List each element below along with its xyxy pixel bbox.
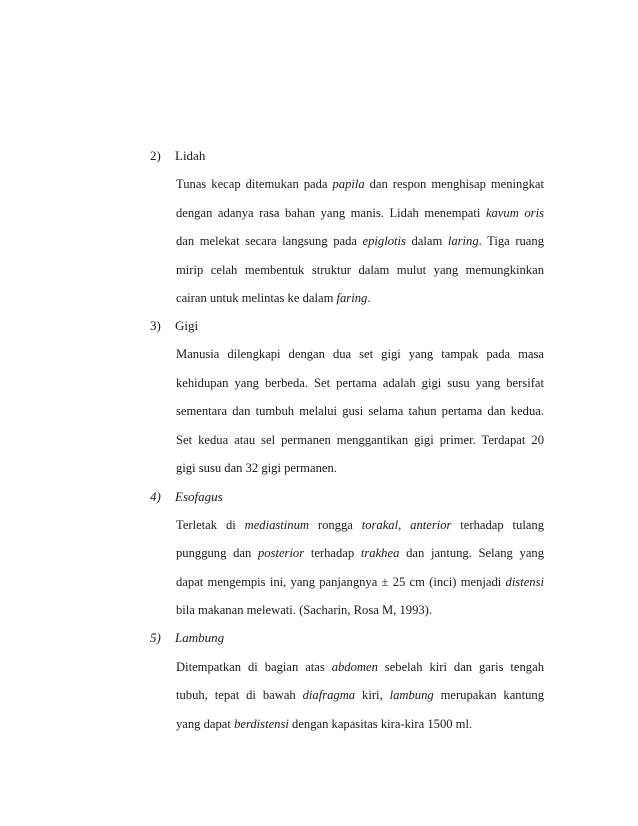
text-run: Tunas kecap ditemukan pada bbox=[176, 177, 333, 191]
text-run: dengan kapasitas kira-kira 1500 ml. bbox=[288, 717, 473, 731]
paragraph-line bbox=[176, 517, 544, 533]
italic-term: diafragma bbox=[302, 688, 356, 702]
section-heading-lidah bbox=[150, 148, 205, 164]
section-title: Gigi bbox=[175, 318, 199, 333]
paragraph-line bbox=[176, 290, 544, 306]
italic-term: lambung bbox=[389, 688, 434, 702]
text-run: sebelah kiri dan garis tengah bbox=[377, 660, 544, 674]
paragraph-line bbox=[176, 716, 544, 732]
text-run: dengan adanya rasa bahan yang manis. Lidah menempati bbox=[176, 206, 486, 220]
italic-term: berdistensi bbox=[234, 717, 289, 731]
italic-term: posterior bbox=[257, 546, 305, 560]
text-run: dan respon menghisap meningkat bbox=[364, 177, 544, 191]
paragraph-line bbox=[176, 403, 544, 419]
text-run: . Tiga ruang bbox=[478, 234, 544, 248]
text-run: cairan untuk melintas ke dalam bbox=[176, 291, 337, 305]
text-run: terhadap bbox=[304, 546, 361, 560]
section-title: Lidah bbox=[175, 148, 206, 163]
text-run: dan jantung. Selang yang bbox=[399, 546, 545, 560]
paragraph-line bbox=[176, 432, 544, 448]
text-run: Manusia dilengkapi dengan dua set gigi yang tampak pada masa bbox=[176, 347, 544, 361]
paragraph-line bbox=[176, 602, 544, 618]
italic-term: papila bbox=[332, 177, 365, 191]
text-run: dan melekat secara langsung pada bbox=[176, 234, 363, 248]
section-title: Esofagus bbox=[175, 489, 223, 504]
paragraph-line bbox=[176, 346, 544, 362]
text-run: sementara dan tumbuh melalui gusi selama tahun pertama dan kedua. bbox=[176, 404, 544, 418]
text-run: merupakan kantung bbox=[433, 688, 544, 702]
italic-term: distensi bbox=[505, 575, 544, 589]
section-number: 4) bbox=[150, 489, 161, 504]
text-run: bila makanan melewati. (Sacharin, Rosa M, 1993). bbox=[176, 603, 433, 617]
section-heading-gigi bbox=[150, 318, 198, 334]
text-run: mirip celah membentuk struktur dalam mulut yang memungkinkan bbox=[176, 263, 544, 277]
text-run: Set kedua atau sel permanen menggantikan gigi primer. Terdapat 20 bbox=[176, 433, 544, 447]
paragraph-line bbox=[176, 205, 544, 221]
italic-term: abdomen bbox=[331, 660, 378, 674]
text-run: punggung dan bbox=[176, 546, 258, 560]
italic-term: anterior bbox=[410, 518, 452, 532]
text-run: tubuh, tepat di bawah bbox=[176, 688, 303, 702]
italic-term: epiglotis bbox=[362, 234, 406, 248]
italic-term: mediastinum bbox=[244, 518, 309, 532]
section-title: Lambung bbox=[175, 630, 225, 645]
section-number: 3) bbox=[150, 318, 161, 333]
paragraph-line bbox=[176, 659, 544, 675]
paragraph-line bbox=[176, 574, 544, 590]
paragraph-line bbox=[176, 233, 544, 249]
paragraph-line bbox=[176, 460, 544, 476]
paragraph-line bbox=[176, 687, 544, 703]
italic-term: faring bbox=[336, 291, 368, 305]
text-run: dalam bbox=[405, 234, 448, 248]
text-run: gigi susu dan 32 gigi permanen. bbox=[176, 461, 337, 475]
text-run: kehidupan yang berbeda. Set pertama adalah gigi susu yang bersifat bbox=[176, 376, 544, 390]
text-run: Terletak di bbox=[176, 518, 245, 532]
paragraph-line bbox=[176, 176, 544, 192]
text-run: rongga bbox=[309, 518, 362, 532]
paragraph-line bbox=[176, 262, 544, 278]
text-run: . bbox=[367, 291, 371, 305]
section-number: 2) bbox=[150, 148, 161, 163]
section-number: 5) bbox=[150, 630, 161, 645]
text-run: , bbox=[398, 518, 411, 532]
section-heading-esofagus bbox=[150, 489, 223, 505]
paragraph-line bbox=[176, 545, 544, 561]
italic-term: torakal bbox=[361, 518, 399, 532]
text-run: terhadap tulang bbox=[451, 518, 544, 532]
section-heading-lambung bbox=[150, 630, 224, 646]
italic-term: kavum oris bbox=[485, 206, 544, 220]
italic-term: trakhea bbox=[360, 546, 400, 560]
paragraph-line bbox=[176, 375, 544, 391]
text-run: yang dapat bbox=[176, 717, 235, 731]
text-run: dapat mengempis ini, yang panjangnya ± 25 cm (inci) menjadi bbox=[176, 575, 506, 589]
italic-term: laring bbox=[447, 234, 479, 248]
text-run: Ditempatkan di bagian atas bbox=[176, 660, 332, 674]
text-run: kiri, bbox=[355, 688, 390, 702]
